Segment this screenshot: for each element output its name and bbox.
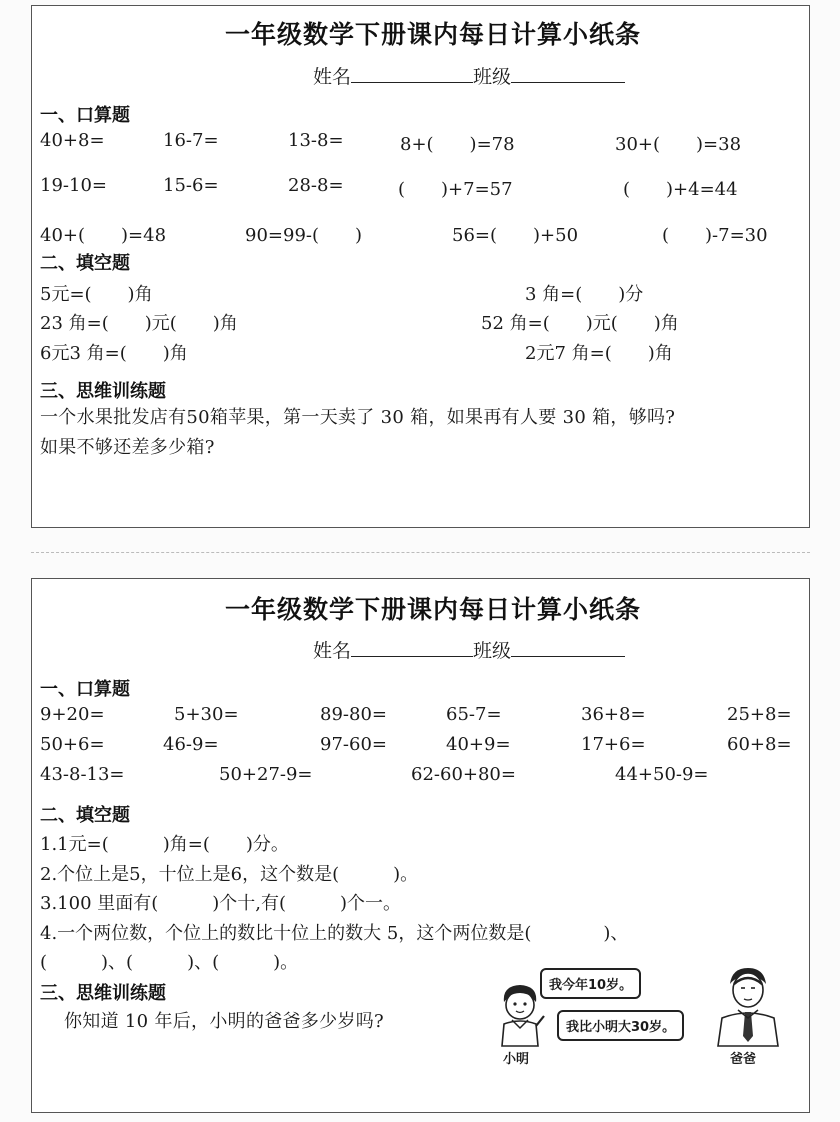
name-class-row [313,636,625,663]
class-label: 班级 [473,66,512,88]
name-blank[interactable] [351,655,473,657]
oral-question: 28-8= [288,175,344,196]
oral-question: 13-8= [288,130,344,151]
oral-question: ( )-7=30 [662,225,768,246]
name-label: 姓名 [313,640,352,662]
oral-question: 40+8= [40,130,105,151]
oral-question: 65-7= [446,704,502,725]
section-heading: 二、填空题 [40,805,130,826]
speech-bubble-boy: 我今年10岁。 [540,968,641,999]
oral-question: 50+27-9= [219,764,313,785]
class-blank[interactable] [511,81,625,83]
oral-question: 15-6= [163,175,219,196]
fill-question: 3 角=( )分 [525,284,644,305]
oral-question: 89-80= [320,704,387,725]
oral-question: 8+( )=78 [400,134,515,155]
oral-question: 44+50-9= [615,764,709,785]
fill-question: 2元7 角=( )角 [525,343,673,364]
oral-question: 5+30= [174,704,239,725]
boy-name: 小明 [503,1052,530,1067]
fill-question: ( )、( )、( )。 [40,952,299,973]
worksheet-title: 一年级数学下册课内每日计算小纸条 [225,20,642,49]
oral-question: 40+( )=48 [40,225,167,246]
fill-question: 2.个位上是5，十位上是6，这个数是( )。 [40,864,419,885]
oral-question: 9+20= [40,704,105,725]
father-name: 爸爸 [730,1052,757,1067]
fill-question: 4.一个两位数，个位上的数比十位上的数大 5，这个两位数是( )、 [40,923,629,944]
name-label: 姓名 [313,66,352,88]
oral-question: 40+9= [446,734,511,755]
fill-question: 52 角=( )元( )角 [481,313,679,334]
oral-question: 90=99-( ) [245,225,363,246]
oral-question: 19-10= [40,175,107,196]
section-heading: 二、填空题 [40,253,130,274]
father-illustration [712,962,784,1048]
oral-question: ( )+7=57 [398,179,513,200]
section-heading: 三、思维训练题 [40,983,166,1004]
fill-question: 23 角=( )元( )角 [40,313,238,334]
worksheet-title: 一年级数学下册课内每日计算小纸条 [225,595,642,624]
section-heading: 三、思维训练题 [40,381,166,402]
name-blank[interactable] [351,81,473,83]
oral-question: 62-60+80= [411,764,516,785]
cut-line [31,552,810,553]
fill-question: 5元=( )角 [40,284,153,305]
boy-illustration [490,980,550,1048]
oral-question: 60+8= [727,734,792,755]
fill-question: 3.100 里面有( )个十,有( )个一。 [40,893,402,914]
oral-question: 16-7= [163,130,219,151]
word-problem: 你知道 10 年后，小明的爸爸多少岁吗? [64,1011,384,1032]
oral-question: 30+( )=38 [615,134,742,155]
oral-question: 97-60= [320,734,387,755]
oral-question: 25+8= [727,704,792,725]
class-blank[interactable] [511,655,625,657]
name-class-row [313,62,625,89]
oral-question: 43-8-13= [40,764,125,785]
fill-question: 6元3 角=( )角 [40,343,188,364]
word-problem-line: 一个水果批发店有50箱苹果，第一天卖了 30 箱，如果再有人要 30 箱，够吗? [40,407,676,428]
class-label: 班级 [473,640,512,662]
oral-question: 46-9= [163,734,219,755]
fill-question: 1.1元=( )角=( )分。 [40,834,289,855]
section-heading: 一、口算题 [40,105,130,126]
oral-question: 50+6= [40,734,105,755]
oral-question: 56=( )+50 [452,225,579,246]
speech-bubble-dad: 我比小明大30岁。 [557,1010,684,1041]
oral-question: 36+8= [581,704,646,725]
oral-question: ( )+4=44 [623,179,738,200]
word-problem-line: 如果不够还差多少箱? [40,437,215,458]
section-heading: 一、口算题 [40,679,130,700]
oral-question: 17+6= [581,734,646,755]
